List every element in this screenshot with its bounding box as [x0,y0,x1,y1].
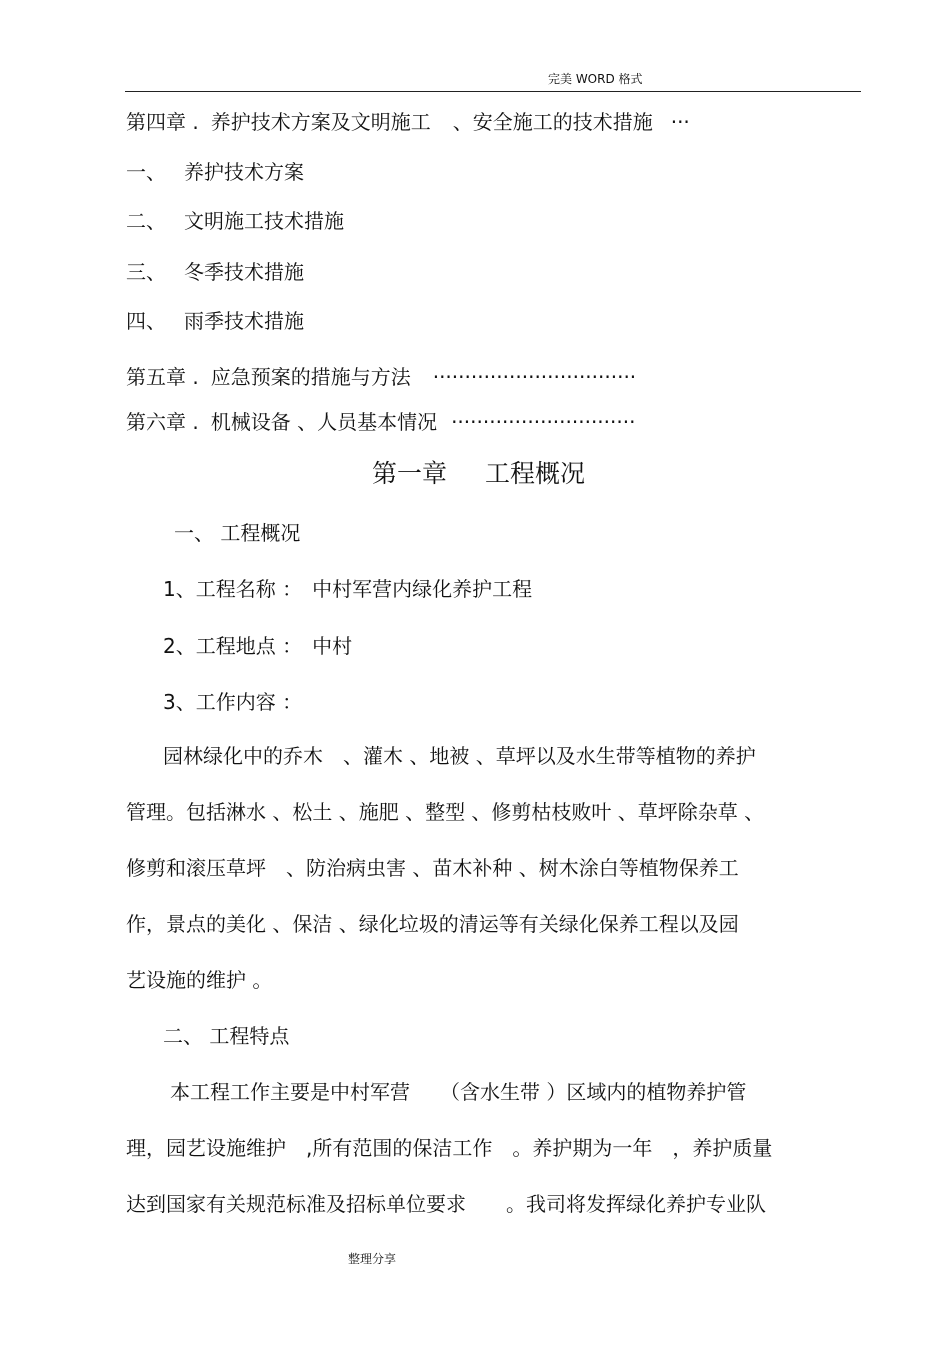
chapter-title-number: 第一章 [372,459,448,488]
item-work-content: 3、工作内容 ： [163,690,303,714]
chapter-1-title [372,454,585,490]
toc-chapter-4 [126,106,690,135]
paragraph-line: 修剪和滚压草坪 、防治病虫害 、苗木补种 、树木涂白等植物保养工 [126,856,739,880]
paragraph-line: 管理。包括淋水 、松土 、施肥 、整型 、修剪枯枝败叶 、草坪除杂草 、 [126,800,765,824]
toc-ch6-leader: ····························· [451,410,636,434]
toc-item-1 [126,156,304,185]
toc-chapter-5 [126,361,636,390]
toc-ch4-title: 养护技术方案及文明施工 [210,110,431,134]
toc-ch6-title: 机械设备 、人员基本情况 [210,410,438,434]
toc-ch6-label: 第六章 . [126,410,199,434]
paragraph-line: 理，园艺设施维护 ,所有范围的保洁工作 。养护期为一年 ，养护质量 [126,1136,773,1160]
toc-chapter-6 [126,406,635,435]
section-2-heading: 二、 工程特点 [163,1024,290,1048]
section-1-heading: 一、 工程概况 [174,521,301,545]
toc-item-num: 二、 [126,209,166,233]
toc-item-text: 文明施工技术措施 [184,209,344,233]
toc-item-text: 雨季技术措施 [184,309,304,333]
toc-item-text: 养护技术方案 [184,160,304,184]
toc-item-3 [126,256,304,285]
paragraph-line: 艺设施的维护 。 [126,968,273,992]
toc-item-num: 一、 [126,160,166,184]
toc-ch4-leader: ··· [670,110,690,134]
item-project-location [163,630,352,659]
item-label: 2、工程地点 ： [163,634,303,658]
paragraph-line: 达到国家有关规范标准及招标单位要求 。我司将发挥绿化养护专业队 [126,1192,766,1216]
toc-ch5-leader: ································ [432,365,637,389]
page-footer: 整理分享 [348,1252,397,1266]
item-label: 1、工程名称 ： [163,577,303,601]
toc-item-num: 四、 [126,309,166,333]
header-rule [125,91,861,92]
paragraph-line: 园林绿化中的乔木 、灌木 、地被 、草坪以及水生带等植物的养护 [163,744,756,768]
toc-item-2 [126,205,344,234]
toc-ch4-title2: 、安全施工的技术措施 [452,110,653,134]
page-header: 完美 WORD 格式 [548,72,643,86]
item-value: 中村 [312,634,353,658]
toc-ch5-label: 第五章 . [126,365,199,389]
toc-ch4-label: 第四章 . [126,110,199,134]
item-value: 中村军营内绿化养护工程 [312,577,533,601]
toc-item-num: 三、 [126,260,166,284]
toc-item-text: 冬季技术措施 [184,260,304,284]
paragraph-line: 本工程工作主要是中村军营 （含水生带 ）区域内的植物养护管 [170,1080,747,1104]
item-project-name [163,573,532,602]
toc-item-4 [126,305,304,334]
paragraph-line: 作，景点的美化 、保洁 、绿化垃圾的清运等有关绿化保养工程以及园 [126,912,739,936]
toc-ch5-title: 应急预案的措施与方法 [210,365,411,389]
chapter-title-text: 工程概况 [485,459,586,488]
